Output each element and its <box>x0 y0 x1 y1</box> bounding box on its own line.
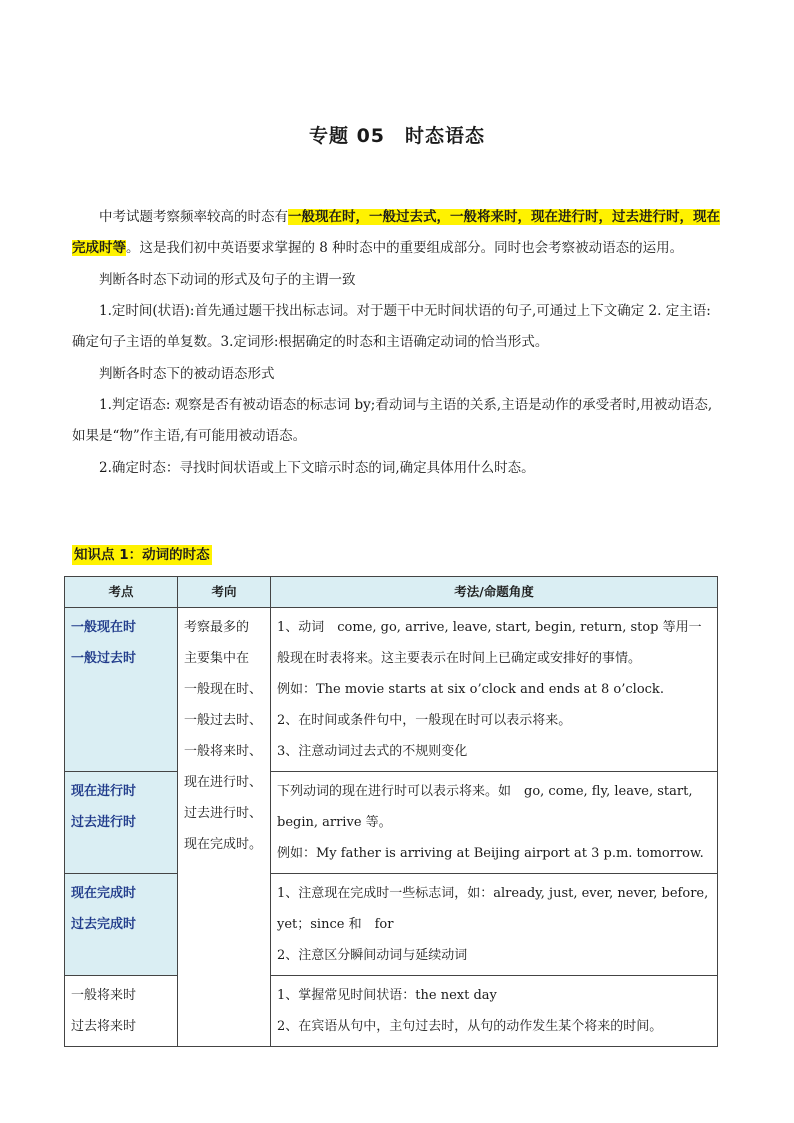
paragraph-determine-tense: 2.确定时态：寻找时间状语或上下文暗示时态的词,确定具体用什么时态。 <box>99 460 535 476</box>
header-angle: 考法/命题角度 <box>271 577 718 608</box>
paragraph-passive-voice: 1.判定语态: 观察是否有被动语态的标志词 by;看动词与主语的关系,主语是动作的承受者时,用被动语态,如果是“物”作主语,有可能用被动语态。 <box>72 397 713 444</box>
intro-post: 。这是我们初中英语要求掌握的 8 种时态中的重要组成部分。同时也会考察被动语态的运用。 <box>126 240 684 256</box>
points-cell: 现在进行时 过去进行时 <box>65 772 178 874</box>
paragraph-passive-title: 判断各时态下的被动语态形式 <box>99 366 275 382</box>
intro-highlight: 一般现在时，一般过去式，一般将来时，现在进行时，过去进行时，现在完成时等 <box>72 209 720 256</box>
points-cell: 现在完成时 过去完成时 <box>65 874 178 976</box>
details-cell: 下列动词的现在进行时可以表示将来。如 go, come, fly, leave, start, begin, arrive 等。 例如：My father is arriving at Beijing airport at 3 p.m. tomorrow. <box>271 772 718 874</box>
details-cell: 1、动词 come, go, arrive, leave, start, begin, return, stop 等用一般现在时表将来。这主要表示在时间上已确定或安排好的事情。 例如：The movie starts at six o’clock and ends at 8 o’clock. 2、在时间或条件句中，一般现在时可以表示将来。 3、注意动词过去式的不规则变化 <box>271 608 718 772</box>
points-cell: 一般将来时 过去将来时 <box>65 976 178 1047</box>
table-header-row <box>65 577 718 608</box>
details-cell: 1、注意现在完成时一些标志词，如：already, just, ever, never, before, yet；since 和 for 2、注意区分瞬间动词与延续动词 <box>271 874 718 976</box>
header-points: 考点 <box>65 577 178 608</box>
points-cell: 一般现在时 一般过去时 <box>65 608 178 772</box>
direction-cell: 考察最多的 主要集中在 一般现在时、 一般过去时、 一般将来时、 现在进行时、 过去进行时、 现在完成时。 <box>178 608 271 1047</box>
header-direction: 考向 <box>178 577 271 608</box>
intro-pre: 中考试题考察频率较高的时态有 <box>99 209 288 225</box>
table-row <box>65 772 718 874</box>
tense-table <box>64 576 718 1047</box>
section-label: 知识点 1：动词的时态 <box>74 547 210 563</box>
table-row <box>65 976 718 1047</box>
table-row <box>65 608 718 772</box>
paragraph-steps-tense: 1.定时间(状语):首先通过题干找出标志词。对于题干中无时间状语的句子,可通过上下文确定 2. 定主语:确定句子主语的单复数。3.定词形:根据确定的时态和主语确定动词的恰当形式。 <box>72 303 711 350</box>
paragraph-subject-verb: 判断各时态下动词的形式及句子的主谓一致 <box>99 272 356 288</box>
table-row <box>65 874 718 976</box>
intro-paragraph <box>72 202 722 264</box>
details-cell: 1、掌握常见时间状语：the next day 2、在宾语从句中，主句过去时，从句的动作发生某个将来的时间。 <box>271 976 718 1047</box>
page-title: 专题 05 时态语态 <box>308 125 486 147</box>
